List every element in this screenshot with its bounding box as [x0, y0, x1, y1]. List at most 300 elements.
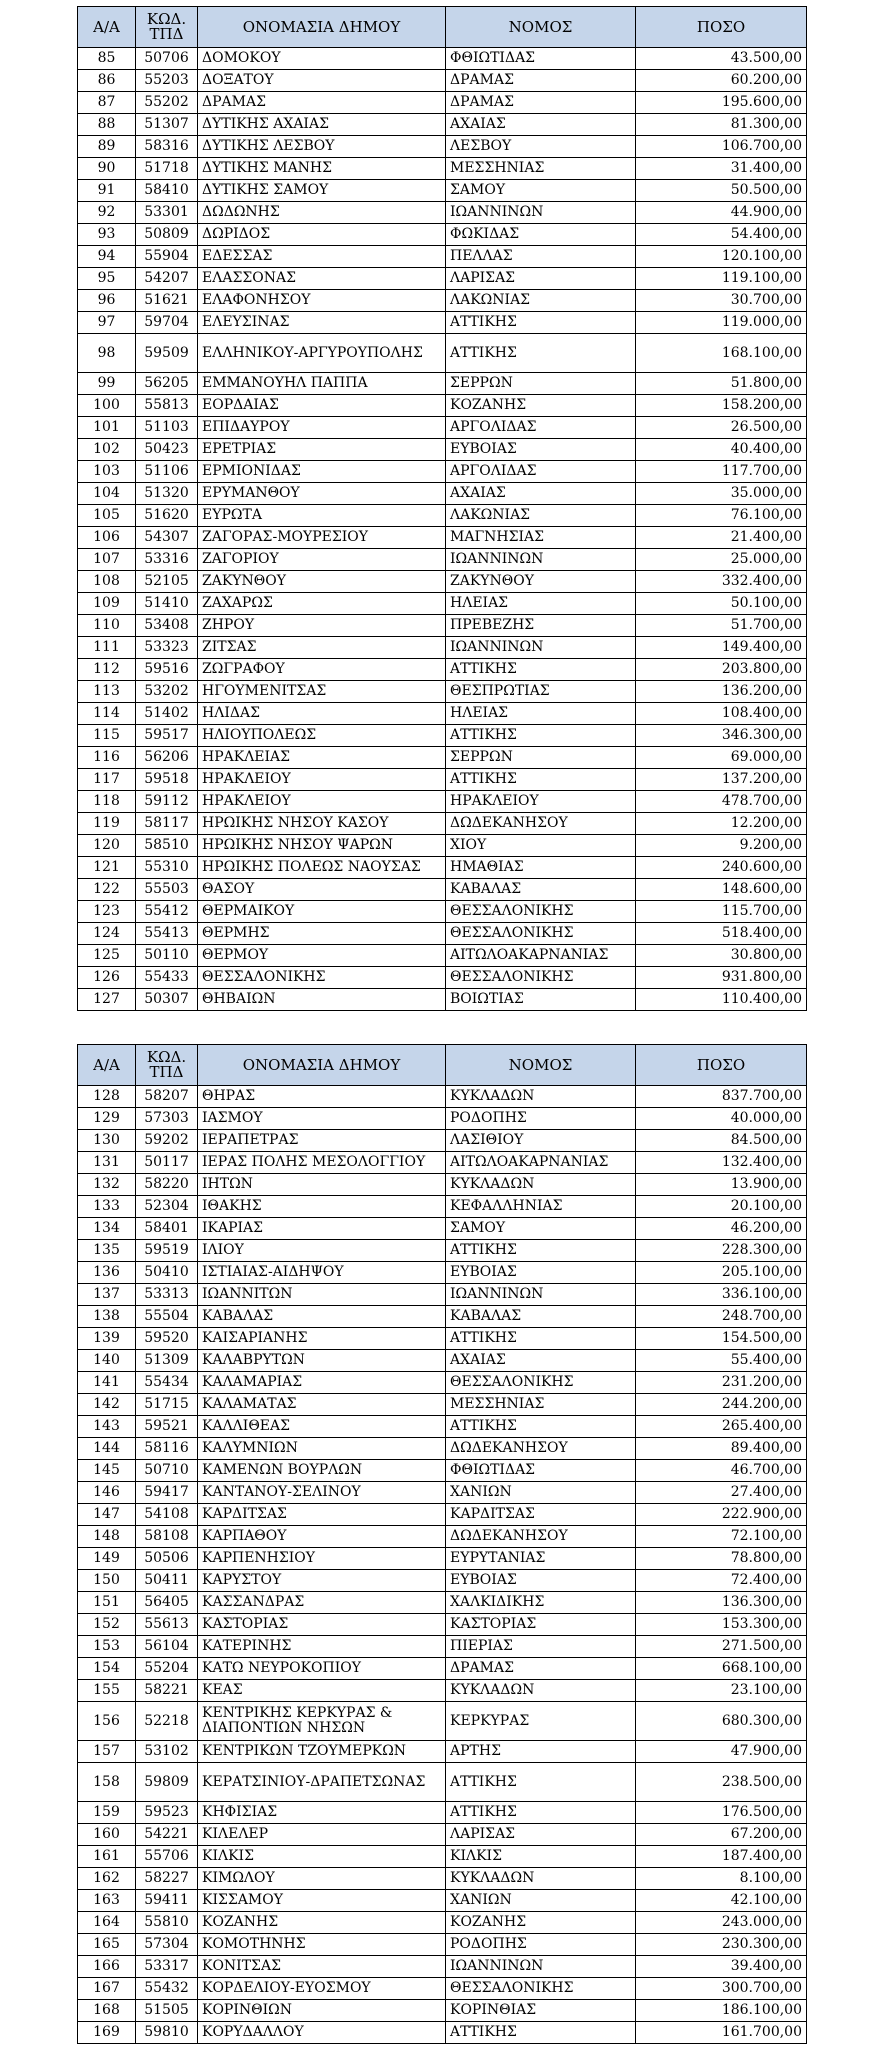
cell-amount: 47.900,00: [636, 1741, 807, 1763]
cell-kod: 54307: [136, 527, 198, 549]
cell-aa: 128: [78, 1086, 136, 1108]
cell-aa: 157: [78, 1741, 136, 1763]
cell-prefecture: ΗΛΕΙΑΣ: [446, 703, 636, 725]
cell-kod: 56104: [136, 1636, 198, 1658]
table-row: [78, 505, 807, 527]
cell-prefecture: ΔΩΔΕΚΑΝΗΣΟΥ: [446, 1438, 636, 1460]
table-row: [78, 1350, 807, 1372]
cell-kod: 56405: [136, 1592, 198, 1614]
cell-municipality: ΗΡΩΙΚΗΣ ΠΟΛΕΩΣ ΝΑΟΥΣΑΣ: [198, 857, 446, 879]
table-row: [78, 659, 807, 681]
table-row: [78, 879, 807, 901]
cell-prefecture: ΘΕΣΠΡΩΤΙΑΣ: [446, 681, 636, 703]
cell-municipality: ΚΟΡΥΔΑΛΛΟΥ: [198, 2022, 446, 2044]
table-row: [78, 769, 807, 791]
cell-aa: 163: [78, 1890, 136, 1912]
cell-amount: 205.100,00: [636, 1262, 807, 1284]
cell-aa: 93: [78, 224, 136, 246]
cell-kod: 51620: [136, 505, 198, 527]
cell-municipality: ΙΛΙΟΥ: [198, 1240, 446, 1262]
cell-amount: 110.400,00: [636, 989, 807, 1011]
cell-amount: 106.700,00: [636, 136, 807, 158]
cell-municipality: ΚΙΣΣΑΜΟΥ: [198, 1890, 446, 1912]
table-row: [78, 681, 807, 703]
table-row: [78, 290, 807, 312]
cell-kod: 59809: [136, 1763, 198, 1802]
cell-amount: 119.100,00: [636, 268, 807, 290]
cell-municipality: ΚΑΙΣΑΡΙΑΝΗΣ: [198, 1328, 446, 1350]
cell-aa: 144: [78, 1438, 136, 1460]
cell-kod: 55433: [136, 967, 198, 989]
cell-amount: 9.200,00: [636, 835, 807, 857]
cell-prefecture: ΙΩΑΝΝΙΝΩΝ: [446, 1284, 636, 1306]
cell-prefecture: ΑΤΤΙΚΗΣ: [446, 334, 636, 373]
cell-municipality: ΘΕΡΜΟΥ: [198, 945, 446, 967]
cell-prefecture: ΘΕΣΣΑΛΟΝΙΚΗΣ: [446, 1372, 636, 1394]
cell-amount: 668.100,00: [636, 1658, 807, 1680]
cell-aa: 148: [78, 1526, 136, 1548]
cell-municipality: ΚΟΖΑΝΗΣ: [198, 1912, 446, 1934]
cell-prefecture: ΑΤΤΙΚΗΣ: [446, 1328, 636, 1350]
cell-prefecture: ΙΩΑΝΝΙΝΩΝ: [446, 549, 636, 571]
cell-municipality: ΚΑΛΑΒΡΥΤΩΝ: [198, 1350, 446, 1372]
cell-amount: 30.700,00: [636, 290, 807, 312]
header-poso: ΠΟΣΟ: [636, 7, 807, 48]
cell-prefecture: ΚΥΚΛΑΔΩΝ: [446, 1868, 636, 1890]
cell-prefecture: ΚΑΒΑΛΑΣ: [446, 1306, 636, 1328]
cell-municipality: ΔΟΞΑΤΟΥ: [198, 70, 446, 92]
cell-amount: 46.200,00: [636, 1218, 807, 1240]
table-row: [78, 945, 807, 967]
cell-amount: 27.400,00: [636, 1482, 807, 1504]
table-row: [78, 1846, 807, 1868]
cell-municipality: ΖΑΚΥΝΘΟΥ: [198, 571, 446, 593]
cell-kod: 53317: [136, 1956, 198, 1978]
header-poso: ΠΟΣΟ: [636, 1045, 807, 1086]
cell-kod: 58117: [136, 813, 198, 835]
cell-amount: 20.100,00: [636, 1196, 807, 1218]
cell-kod: 55706: [136, 1846, 198, 1868]
cell-amount: 115.700,00: [636, 901, 807, 923]
cell-prefecture: ΛΑΡΙΣΑΣ: [446, 268, 636, 290]
cell-aa: 136: [78, 1262, 136, 1284]
cell-prefecture: ΠΙΕΡΙΑΣ: [446, 1636, 636, 1658]
cell-kod: 51410: [136, 593, 198, 615]
table-row: [78, 1328, 807, 1350]
cell-municipality: ΕΡΕΤΡΙΑΣ: [198, 439, 446, 461]
cell-prefecture: ΑΤΤΙΚΗΣ: [446, 659, 636, 681]
cell-prefecture: ΚΥΚΛΑΔΩΝ: [446, 1086, 636, 1108]
cell-municipality: ΚΕΡΑΤΣΙΝΙΟΥ-ΔΡΑΠΕΤΣΩΝΑΣ: [198, 1763, 446, 1802]
cell-aa: 115: [78, 725, 136, 747]
cell-amount: 31.400,00: [636, 158, 807, 180]
cell-amount: 81.300,00: [636, 114, 807, 136]
cell-kod: 58221: [136, 1680, 198, 1702]
cell-kod: 56205: [136, 373, 198, 395]
cell-prefecture: ΦΘΙΩΤΙΔΑΣ: [446, 1460, 636, 1482]
table-row: [78, 246, 807, 268]
cell-aa: 153: [78, 1636, 136, 1658]
cell-kod: 59517: [136, 725, 198, 747]
cell-municipality: ΙΑΣΜΟΥ: [198, 1108, 446, 1130]
cell-amount: 230.300,00: [636, 1934, 807, 1956]
cell-prefecture: ΗΛΕΙΑΣ: [446, 593, 636, 615]
cell-municipality: ΘΗΒΑΙΩΝ: [198, 989, 446, 1011]
header-aa: Α/Α: [78, 7, 136, 48]
table-row: [78, 1912, 807, 1934]
cell-municipality: ΚΟΡΔΕΛΙΟΥ-ΕΥΟΣΜΟΥ: [198, 1978, 446, 2000]
cell-kod: 50506: [136, 1548, 198, 1570]
table-row: [78, 1868, 807, 1890]
table-row: [78, 1978, 807, 2000]
cell-kod: 55413: [136, 923, 198, 945]
cell-aa: 152: [78, 1614, 136, 1636]
cell-kod: 57304: [136, 1934, 198, 1956]
cell-kod: 54108: [136, 1504, 198, 1526]
cell-kod: 58401: [136, 1218, 198, 1240]
cell-prefecture: ΔΡΑΜΑΣ: [446, 92, 636, 114]
cell-prefecture: ΒΟΙΩΤΙΑΣ: [446, 989, 636, 1011]
cell-aa: 87: [78, 92, 136, 114]
cell-prefecture: ΜΕΣΣΗΝΙΑΣ: [446, 158, 636, 180]
table-row: [78, 1394, 807, 1416]
cell-aa: 146: [78, 1482, 136, 1504]
cell-kod: 53316: [136, 549, 198, 571]
cell-prefecture: ΑΡΓΟΛΙΔΑΣ: [446, 461, 636, 483]
cell-aa: 108: [78, 571, 136, 593]
cell-kod: 50411: [136, 1570, 198, 1592]
cell-aa: 156: [78, 1702, 136, 1741]
cell-prefecture: ΑΤΤΙΚΗΣ: [446, 725, 636, 747]
table-row: [78, 835, 807, 857]
cell-municipality: ΚΕΑΣ: [198, 1680, 446, 1702]
cell-aa: 127: [78, 989, 136, 1011]
cell-municipality: ΚΑΜΕΝΩΝ ΒΟΥΡΛΩΝ: [198, 1460, 446, 1482]
cell-amount: 238.500,00: [636, 1763, 807, 1802]
table-row: [78, 1196, 807, 1218]
cell-municipality: ΚΟΜΟΤΗΝΗΣ: [198, 1934, 446, 1956]
cell-aa: 106: [78, 527, 136, 549]
cell-amount: 228.300,00: [636, 1240, 807, 1262]
cell-prefecture: ΜΑΓΝΗΣΙΑΣ: [446, 527, 636, 549]
cell-kod: 51718: [136, 158, 198, 180]
cell-kod: 53323: [136, 637, 198, 659]
table-row: [78, 1218, 807, 1240]
cell-municipality: ΖΑΧΑΡΩΣ: [198, 593, 446, 615]
cell-kod: 55504: [136, 1306, 198, 1328]
table-row: [78, 1890, 807, 1912]
cell-kod: 54221: [136, 1824, 198, 1846]
cell-amount: 67.200,00: [636, 1824, 807, 1846]
cell-kod: 51320: [136, 483, 198, 505]
cell-municipality: ΕΛΑΦΟΝΗΣΟΥ: [198, 290, 446, 312]
cell-kod: 52304: [136, 1196, 198, 1218]
cell-municipality: ΘΕΡΜΗΣ: [198, 923, 446, 945]
table-row: [78, 1152, 807, 1174]
cell-municipality: ΕΡΜΙΟΝΙΔΑΣ: [198, 461, 446, 483]
cell-municipality: ΙΚΑΡΙΑΣ: [198, 1218, 446, 1240]
cell-kod: 55202: [136, 92, 198, 114]
cell-kod: 51715: [136, 1394, 198, 1416]
cell-kod: 58220: [136, 1174, 198, 1196]
table-row: [78, 1802, 807, 1824]
cell-municipality: ΕΛΑΣΣΟΝΑΣ: [198, 268, 446, 290]
cell-municipality: ΗΡΑΚΛΕΙΟΥ: [198, 791, 446, 813]
cell-aa: 119: [78, 813, 136, 835]
cell-prefecture: ΚΟΖΑΝΗΣ: [446, 1912, 636, 1934]
cell-prefecture: ΣΑΜΟΥ: [446, 1218, 636, 1240]
cell-prefecture: ΧΑΝΙΩΝ: [446, 1482, 636, 1504]
cell-prefecture: ΑΤΤΙΚΗΣ: [446, 769, 636, 791]
cell-amount: 837.700,00: [636, 1086, 807, 1108]
cell-prefecture: ΘΕΣΣΑΛΟΝΙΚΗΣ: [446, 901, 636, 923]
cell-aa: 164: [78, 1912, 136, 1934]
table-row: [78, 1130, 807, 1152]
table-row: [78, 703, 807, 725]
cell-prefecture: ΚΟΡΙΝΘΙΑΣ: [446, 2000, 636, 2022]
cell-aa: 98: [78, 334, 136, 373]
cell-amount: 44.900,00: [636, 202, 807, 224]
cell-aa: 100: [78, 395, 136, 417]
cell-prefecture: ΛΑΡΙΣΑΣ: [446, 1824, 636, 1846]
cell-prefecture: ΣΑΜΟΥ: [446, 180, 636, 202]
cell-aa: 95: [78, 268, 136, 290]
table-row: [78, 114, 807, 136]
cell-kod: 58207: [136, 1086, 198, 1108]
table-row: [78, 747, 807, 769]
cell-amount: 346.300,00: [636, 725, 807, 747]
cell-municipality: ΚΑΡΠΑΘΟΥ: [198, 1526, 446, 1548]
cell-kod: 51505: [136, 2000, 198, 2022]
cell-municipality: ΔΥΤΙΚΗΣ ΜΑΝΗΣ: [198, 158, 446, 180]
table-row: [78, 857, 807, 879]
cell-kod: 59411: [136, 1890, 198, 1912]
cell-kod: 56206: [136, 747, 198, 769]
cell-aa: 102: [78, 439, 136, 461]
cell-amount: 132.400,00: [636, 1152, 807, 1174]
cell-municipality: ΚΑΛΛΙΘΕΑΣ: [198, 1416, 446, 1438]
cell-prefecture: ΑΧΑΙΑΣ: [446, 114, 636, 136]
cell-municipality: ΚΑΝΤΑΝΟΥ-ΣΕΛΙΝΟΥ: [198, 1482, 446, 1504]
cell-aa: 147: [78, 1504, 136, 1526]
table-row: [78, 1438, 807, 1460]
cell-aa: 105: [78, 505, 136, 527]
cell-amount: 51.800,00: [636, 373, 807, 395]
header-nomos: ΝΟΜΟΣ: [446, 1045, 636, 1086]
cell-prefecture: ΑΤΤΙΚΗΣ: [446, 1763, 636, 1802]
cell-aa: 90: [78, 158, 136, 180]
table-row: [78, 1174, 807, 1196]
cell-aa: 121: [78, 857, 136, 879]
cell-kod: 59519: [136, 1240, 198, 1262]
cell-kod: 50423: [136, 439, 198, 461]
cell-municipality: ΘΕΡΜΑΙΚΟΥ: [198, 901, 446, 923]
cell-kod: 58410: [136, 180, 198, 202]
cell-municipality: ΚΑΤΩ ΝΕΥΡΟΚΟΠΙΟΥ: [198, 1658, 446, 1680]
cell-amount: 300.700,00: [636, 1978, 807, 2000]
cell-kod: 55203: [136, 70, 198, 92]
cell-aa: 160: [78, 1824, 136, 1846]
table-row: [78, 923, 807, 945]
cell-amount: 176.500,00: [636, 1802, 807, 1824]
cell-kod: 53202: [136, 681, 198, 703]
cell-prefecture: ΚΑΒΑΛΑΣ: [446, 879, 636, 901]
cell-municipality: ΚΑΛΥΜΝΙΩΝ: [198, 1438, 446, 1460]
cell-aa: 94: [78, 246, 136, 268]
cell-aa: 133: [78, 1196, 136, 1218]
cell-municipality: ΘΗΡΑΣ: [198, 1086, 446, 1108]
cell-municipality: ΚΕΝΤΡΙΚΗΣ ΚΕΡΚΥΡΑΣ & ΔΙΑΠΟΝΤΙΩΝ ΝΗΣΩΝ: [198, 1702, 446, 1741]
table-row: [78, 1262, 807, 1284]
header-kod: ΚΩΔ. ΤΠΔ: [136, 7, 198, 48]
cell-amount: 136.200,00: [636, 681, 807, 703]
table-row: [78, 2000, 807, 2022]
cell-municipality: ΚΑΒΑΛΑΣ: [198, 1306, 446, 1328]
table-row: [78, 1636, 807, 1658]
cell-kod: 53301: [136, 202, 198, 224]
cell-kod: 59704: [136, 312, 198, 334]
cell-amount: 161.700,00: [636, 2022, 807, 2044]
table-row: [78, 334, 807, 373]
cell-aa: 143: [78, 1416, 136, 1438]
cell-prefecture: ΕΥΡΥΤΑΝΙΑΣ: [446, 1548, 636, 1570]
cell-aa: 122: [78, 879, 136, 901]
cell-kod: 55613: [136, 1614, 198, 1636]
cell-prefecture: ΚΕΡΚΥΡΑΣ: [446, 1702, 636, 1741]
cell-amount: 39.400,00: [636, 1956, 807, 1978]
cell-kod: 55503: [136, 879, 198, 901]
cell-aa: 117: [78, 769, 136, 791]
cell-amount: 137.200,00: [636, 769, 807, 791]
cell-prefecture: ΡΟΔΟΠΗΣ: [446, 1108, 636, 1130]
cell-aa: 112: [78, 659, 136, 681]
table-row: [78, 1284, 807, 1306]
cell-amount: 158.200,00: [636, 395, 807, 417]
cell-prefecture: ΔΩΔΕΚΑΝΗΣΟΥ: [446, 1526, 636, 1548]
cell-prefecture: ΧΑΛΚΙΔΙΚΗΣ: [446, 1592, 636, 1614]
cell-aa: 140: [78, 1350, 136, 1372]
table-row: [78, 70, 807, 92]
table-row: [78, 180, 807, 202]
cell-amount: 119.000,00: [636, 312, 807, 334]
cell-prefecture: ΡΟΔΟΠΗΣ: [446, 1934, 636, 1956]
cell-prefecture: ΑΧΑΙΑΣ: [446, 483, 636, 505]
cell-prefecture: ΣΕΡΡΩΝ: [446, 373, 636, 395]
cell-kod: 59112: [136, 791, 198, 813]
cell-prefecture: ΑΤΤΙΚΗΣ: [446, 1240, 636, 1262]
cell-amount: 51.700,00: [636, 615, 807, 637]
cell-kod: 58510: [136, 835, 198, 857]
cell-prefecture: ΧΙΟΥ: [446, 835, 636, 857]
header-aa: Α/Α: [78, 1045, 136, 1086]
cell-amount: 84.500,00: [636, 1130, 807, 1152]
cell-amount: 518.400,00: [636, 923, 807, 945]
cell-municipality: ΕΛΛΗΝΙΚΟΥ-ΑΡΓΥΡΟΥΠΟΛΗΣ: [198, 334, 446, 373]
cell-amount: 149.400,00: [636, 637, 807, 659]
table-row: [78, 461, 807, 483]
cell-amount: 931.800,00: [636, 967, 807, 989]
cell-amount: 21.400,00: [636, 527, 807, 549]
cell-amount: 136.300,00: [636, 1592, 807, 1614]
cell-amount: 72.400,00: [636, 1570, 807, 1592]
cell-kod: 53408: [136, 615, 198, 637]
cell-kod: 59810: [136, 2022, 198, 2044]
cell-aa: 124: [78, 923, 136, 945]
table-header-row: [78, 7, 807, 48]
cell-prefecture: ΗΡΑΚΛΕΙΟΥ: [446, 791, 636, 813]
cell-aa: 104: [78, 483, 136, 505]
table-row: [78, 1504, 807, 1526]
cell-municipality: ΚΑΣΣΑΝΔΡΑΣ: [198, 1592, 446, 1614]
cell-aa: 97: [78, 312, 136, 334]
cell-amount: 203.800,00: [636, 659, 807, 681]
cell-aa: 155: [78, 1680, 136, 1702]
table-row: [78, 1680, 807, 1702]
cell-amount: 120.100,00: [636, 246, 807, 268]
cell-amount: 43.500,00: [636, 48, 807, 70]
cell-municipality: ΗΛΙΟΥΠΟΛΕΩΣ: [198, 725, 446, 747]
municipality-table-1: [77, 6, 807, 1011]
cell-prefecture: ΑΙΤΩΛΟΑΚΑΡΝΑΝΙΑΣ: [446, 1152, 636, 1174]
cell-amount: 50.500,00: [636, 180, 807, 202]
cell-prefecture: ΑΡΓΟΛΙΔΑΣ: [446, 417, 636, 439]
cell-municipality: ΚΑΡΔΙΤΣΑΣ: [198, 1504, 446, 1526]
cell-aa: 165: [78, 1934, 136, 1956]
cell-aa: 158: [78, 1763, 136, 1802]
cell-amount: 187.400,00: [636, 1846, 807, 1868]
cell-amount: 23.100,00: [636, 1680, 807, 1702]
cell-aa: 129: [78, 1108, 136, 1130]
table-row: [78, 1658, 807, 1680]
cell-kod: 52105: [136, 571, 198, 593]
header-name: ΟΝΟΜΑΣΙΑ ΔΗΜΟΥ: [198, 1045, 446, 1086]
cell-amount: 40.000,00: [636, 1108, 807, 1130]
table-row: [78, 989, 807, 1011]
cell-prefecture: ΔΡΑΜΑΣ: [446, 70, 636, 92]
cell-amount: 240.600,00: [636, 857, 807, 879]
cell-municipality: ΗΡΩΙΚΗΣ ΝΗΣΟΥ ΚΑΣΟΥ: [198, 813, 446, 835]
cell-kod: 50706: [136, 48, 198, 70]
cell-aa: 151: [78, 1592, 136, 1614]
cell-amount: 108.400,00: [636, 703, 807, 725]
cell-aa: 114: [78, 703, 136, 725]
cell-municipality: ΗΡΑΚΛΕΙΑΣ: [198, 747, 446, 769]
table-row: [78, 725, 807, 747]
cell-municipality: ΗΡΑΚΛΕΙΟΥ: [198, 769, 446, 791]
cell-prefecture: ΦΘΙΩΤΙΔΑΣ: [446, 48, 636, 70]
cell-prefecture: ΑΤΤΙΚΗΣ: [446, 2022, 636, 2044]
table-row: [78, 1763, 807, 1802]
cell-prefecture: ΕΥΒΟΙΑΣ: [446, 1570, 636, 1592]
cell-aa: 113: [78, 681, 136, 703]
cell-municipality: ΚΙΛΚΙΣ: [198, 1846, 446, 1868]
cell-prefecture: ΛΑΚΩΝΙΑΣ: [446, 505, 636, 527]
cell-kod: 59523: [136, 1802, 198, 1824]
cell-kod: 50710: [136, 1460, 198, 1482]
cell-amount: 30.800,00: [636, 945, 807, 967]
cell-municipality: ΔΥΤΙΚΗΣ ΣΑΜΟΥ: [198, 180, 446, 202]
cell-kod: 53313: [136, 1284, 198, 1306]
cell-municipality: ΗΓΟΥΜΕΝΙΤΣΑΣ: [198, 681, 446, 703]
cell-amount: 40.400,00: [636, 439, 807, 461]
cell-aa: 150: [78, 1570, 136, 1592]
cell-prefecture: ΚΕΦΑΛΛΗΝΙΑΣ: [446, 1196, 636, 1218]
table-row: [78, 1482, 807, 1504]
cell-kod: 58316: [136, 136, 198, 158]
cell-aa: 103: [78, 461, 136, 483]
cell-amount: 148.600,00: [636, 879, 807, 901]
cell-municipality: ΙΣΤΙΑΙΑΣ-ΑΙΔΗΨΟΥ: [198, 1262, 446, 1284]
